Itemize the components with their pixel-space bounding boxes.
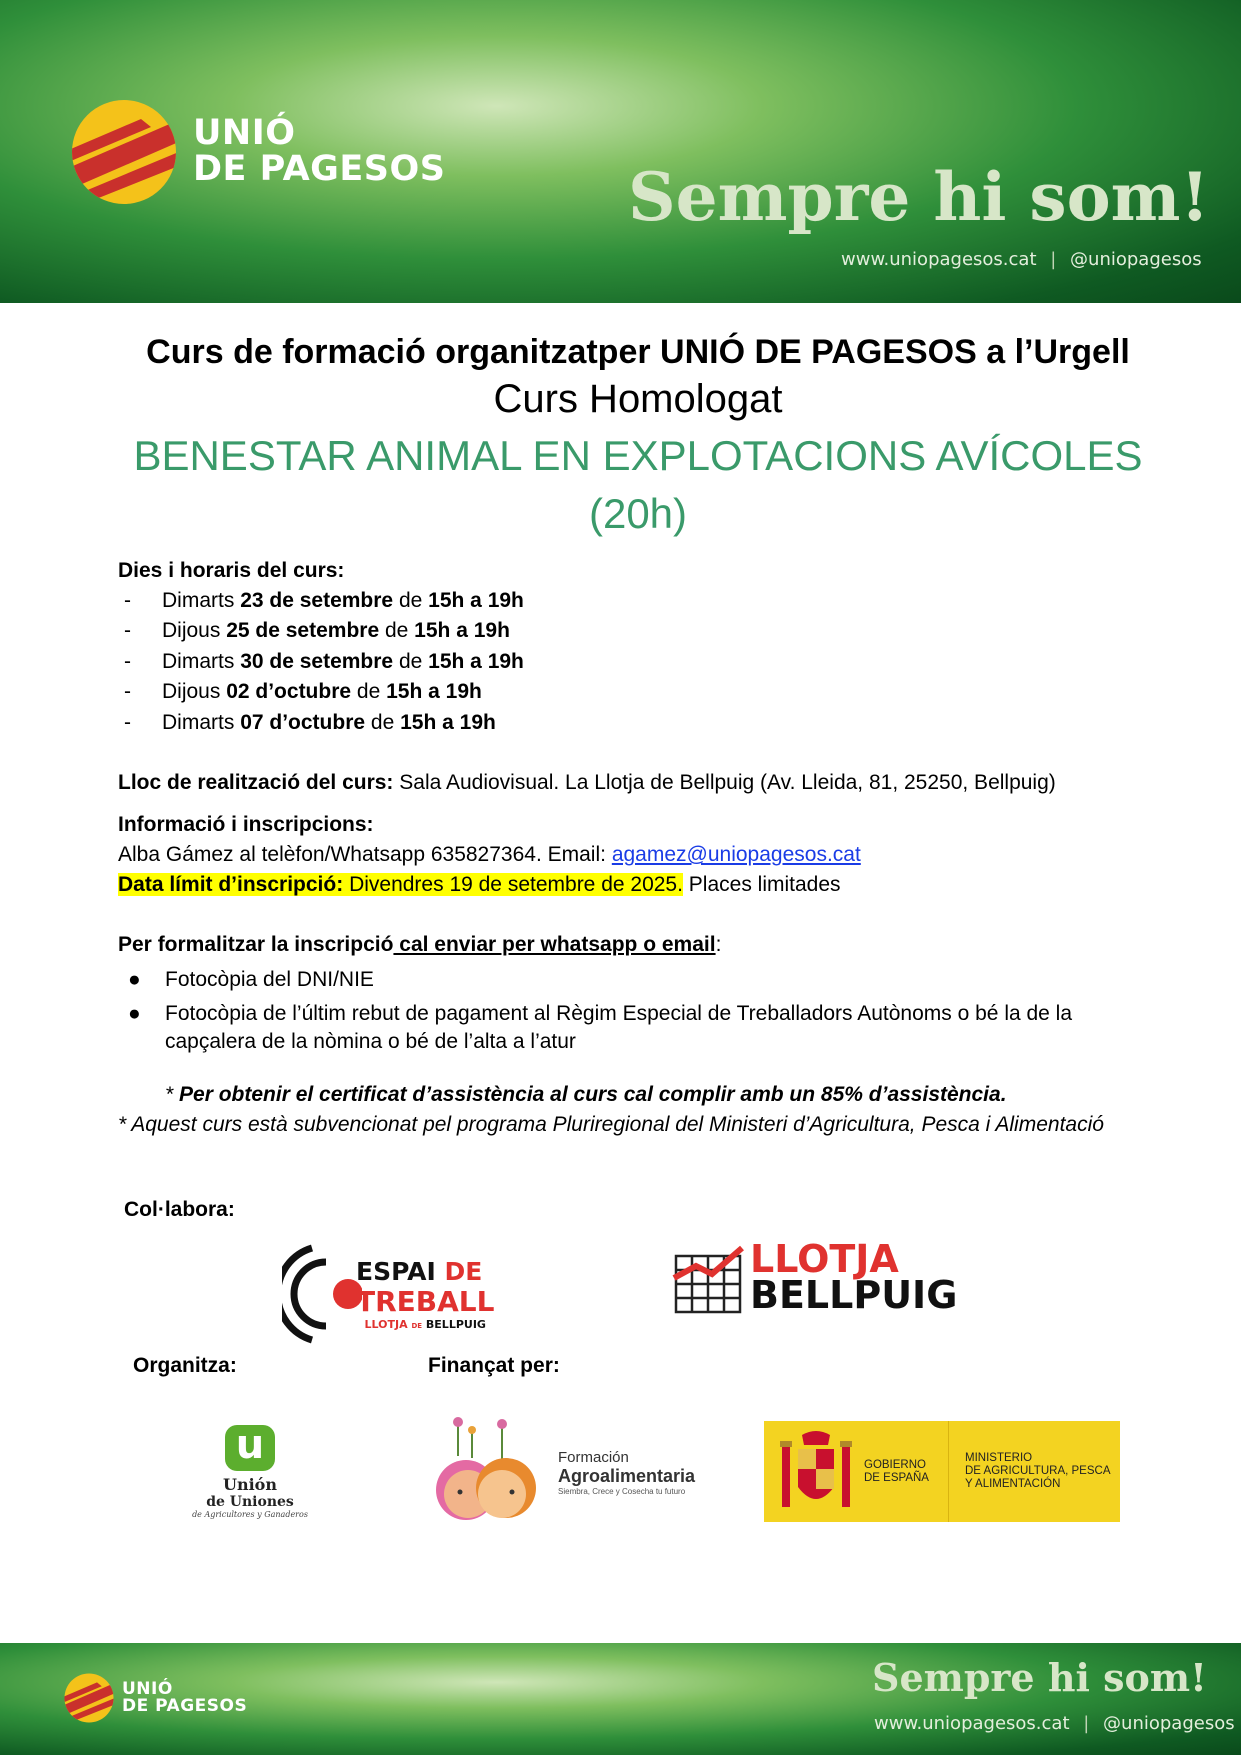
footer-logo	[64, 1673, 247, 1723]
main-content	[118, 330, 1158, 1140]
min-line1: MINISTERIO	[965, 1452, 1033, 1464]
broadcast-icon	[282, 1244, 362, 1344]
course-subtitle: Curs Homologat	[493, 377, 783, 422]
gov-divider	[948, 1421, 949, 1522]
schedule-section	[118, 556, 1158, 739]
llotja-bellpuig-logo	[672, 1238, 957, 1316]
unio-pagesos-emblem-icon	[71, 99, 177, 205]
fa-line3: Siembra, Crece y Cosecha tu futuro	[558, 1486, 686, 1496]
separator: |	[1050, 249, 1057, 270]
bellpuig-text: BELLPUIG	[750, 1273, 958, 1317]
deadline-value: Divendres 19 de setembre de 2025.	[349, 873, 683, 897]
footer-website-link[interactable]: www.uniopagesos.cat	[874, 1713, 1070, 1734]
contact-text: Alba Gámez al telèfon/Whatsapp 635827364. Email:	[118, 843, 606, 867]
fa-line1: Formación	[558, 1448, 629, 1466]
espai-de-treball-logo	[282, 1244, 494, 1344]
faces-sprout-icon	[430, 1416, 550, 1528]
website-link[interactable]: www.uniopagesos.cat	[841, 249, 1037, 270]
gobierno-espana-logo	[764, 1421, 1120, 1522]
location-line	[118, 768, 1158, 798]
de-text: DE	[444, 1256, 483, 1286]
course-title: Curs de formació organitzatper UNIÓ DE PAGESOS a l’Urgell	[146, 333, 1130, 371]
min-line3: Y ALIMENTACIÓN	[965, 1478, 1061, 1490]
fa-line2: Agroalimentaria	[558, 1465, 696, 1486]
footer-logo-line1: UNIÓ	[122, 1678, 173, 1699]
uu-icon: u	[225, 1425, 275, 1471]
logo-line2: DE PAGESOS	[193, 149, 446, 189]
requirement-item: ● Fotocòpia del DNI/NIE	[128, 968, 374, 992]
union-de-uniones-logo	[185, 1422, 315, 1519]
espai-text: ESPAI	[356, 1256, 436, 1286]
organitza-label: Organitza:	[133, 1354, 237, 1377]
footer-logo-line2: DE PAGESOS	[122, 1696, 248, 1716]
schedule-item: - Dijous 02 d’octubre de 15h a 19h	[124, 680, 482, 704]
gov-line1: GOBIERNO	[864, 1458, 926, 1471]
email-link[interactable]: agamez@uniopagesos.cat	[611, 843, 861, 867]
footer-slogan: Sempre hi som!	[872, 1655, 1207, 1700]
social-handle[interactable]: @uniopagesos	[1070, 249, 1202, 270]
logo-line1: UNIÓ	[193, 113, 296, 154]
requirements-section	[118, 930, 1158, 1056]
info-section	[118, 810, 1158, 900]
course-hours: (20h)	[588, 490, 688, 538]
slogan: Sempre hi som!	[628, 158, 1210, 236]
requirements-heading: Per formalitzar la inscripció cal enviar per whatsapp o email:	[118, 933, 722, 957]
requirements-list	[118, 966, 1158, 1056]
location-label: Lloc de realització del curs:	[118, 771, 394, 795]
contact-line	[118, 840, 1158, 870]
requirement-item: ● Fotocòpia de l’últim rebut de pagament al Règim Especial de Treballadors Autònoms o bé la de la capçalera de la nòmina o bé de l’alta a l’atur	[128, 1002, 1073, 1054]
schedule-item: - Dimarts 30 de setembre de 15h a 19h	[124, 649, 524, 673]
unio-pagesos-logo	[71, 99, 445, 205]
schedule-item: - Dimarts 07 d’octubre de 15h a 19h	[124, 710, 496, 734]
grid-chart-icon	[672, 1238, 744, 1316]
attendance-note: * Per obtenir el certificat d’assistència al curs cal complir amb un 85% d’assistència.	[165, 1083, 1007, 1107]
deadline-line	[118, 870, 1158, 900]
schedule-item: - Dimarts 23 de setembre de 15h a 19h	[124, 588, 524, 612]
footer-separator: |	[1083, 1713, 1090, 1734]
schedule-heading: Dies i horaris del curs:	[118, 558, 345, 582]
financat-label: Finançat per:	[428, 1354, 560, 1377]
min-line2: DE AGRICULTURA, PESCA	[965, 1465, 1111, 1477]
deadline-label: Data límit d’inscripció:	[118, 873, 344, 897]
uu-line3: de Agricultores y Ganaderos	[192, 1510, 308, 1519]
header-banner	[0, 0, 1241, 303]
collabora-label: Col·labora:	[124, 1198, 235, 1221]
info-heading: Informació i inscripcions:	[118, 813, 374, 837]
unio-pagesos-emblem-icon	[64, 1673, 114, 1723]
schedule-list	[118, 586, 1158, 739]
formacion-agroalimentaria-logo	[430, 1416, 695, 1528]
treball-text: TREBALL	[356, 1284, 495, 1318]
uu-line1: Unión	[223, 1475, 277, 1494]
footer-banner	[0, 1643, 1241, 1755]
espai-footer: LLOTJA DE BELLPUIG	[364, 1317, 486, 1331]
schedule-item: - Dijous 25 de setembre de 15h a 19h	[124, 619, 510, 643]
uu-line2: de Uniones	[206, 1494, 294, 1510]
coat-of-arms-icon	[776, 1427, 856, 1517]
places-text: Places limitades	[688, 873, 841, 897]
course-name: BENESTAR ANIMAL EN EXPLOTACIONS AVÍCOLES	[133, 432, 1143, 480]
subsidy-note: * Aquest curs està subvencionat pel programa Pluriregional del Ministeri d’Agricultura, Pesca i Alimentació	[118, 1113, 1104, 1137]
footer-social-handle[interactable]: @uniopagesos	[1103, 1713, 1235, 1734]
llotja-text: LLOTJA	[750, 1237, 899, 1281]
gov-line2: DE ESPAÑA	[864, 1471, 929, 1484]
location-value: Sala Audiovisual. La Llotja de Bellpuig (Av. Lleida, 81, 25250, Bellpuig)	[399, 771, 1056, 795]
